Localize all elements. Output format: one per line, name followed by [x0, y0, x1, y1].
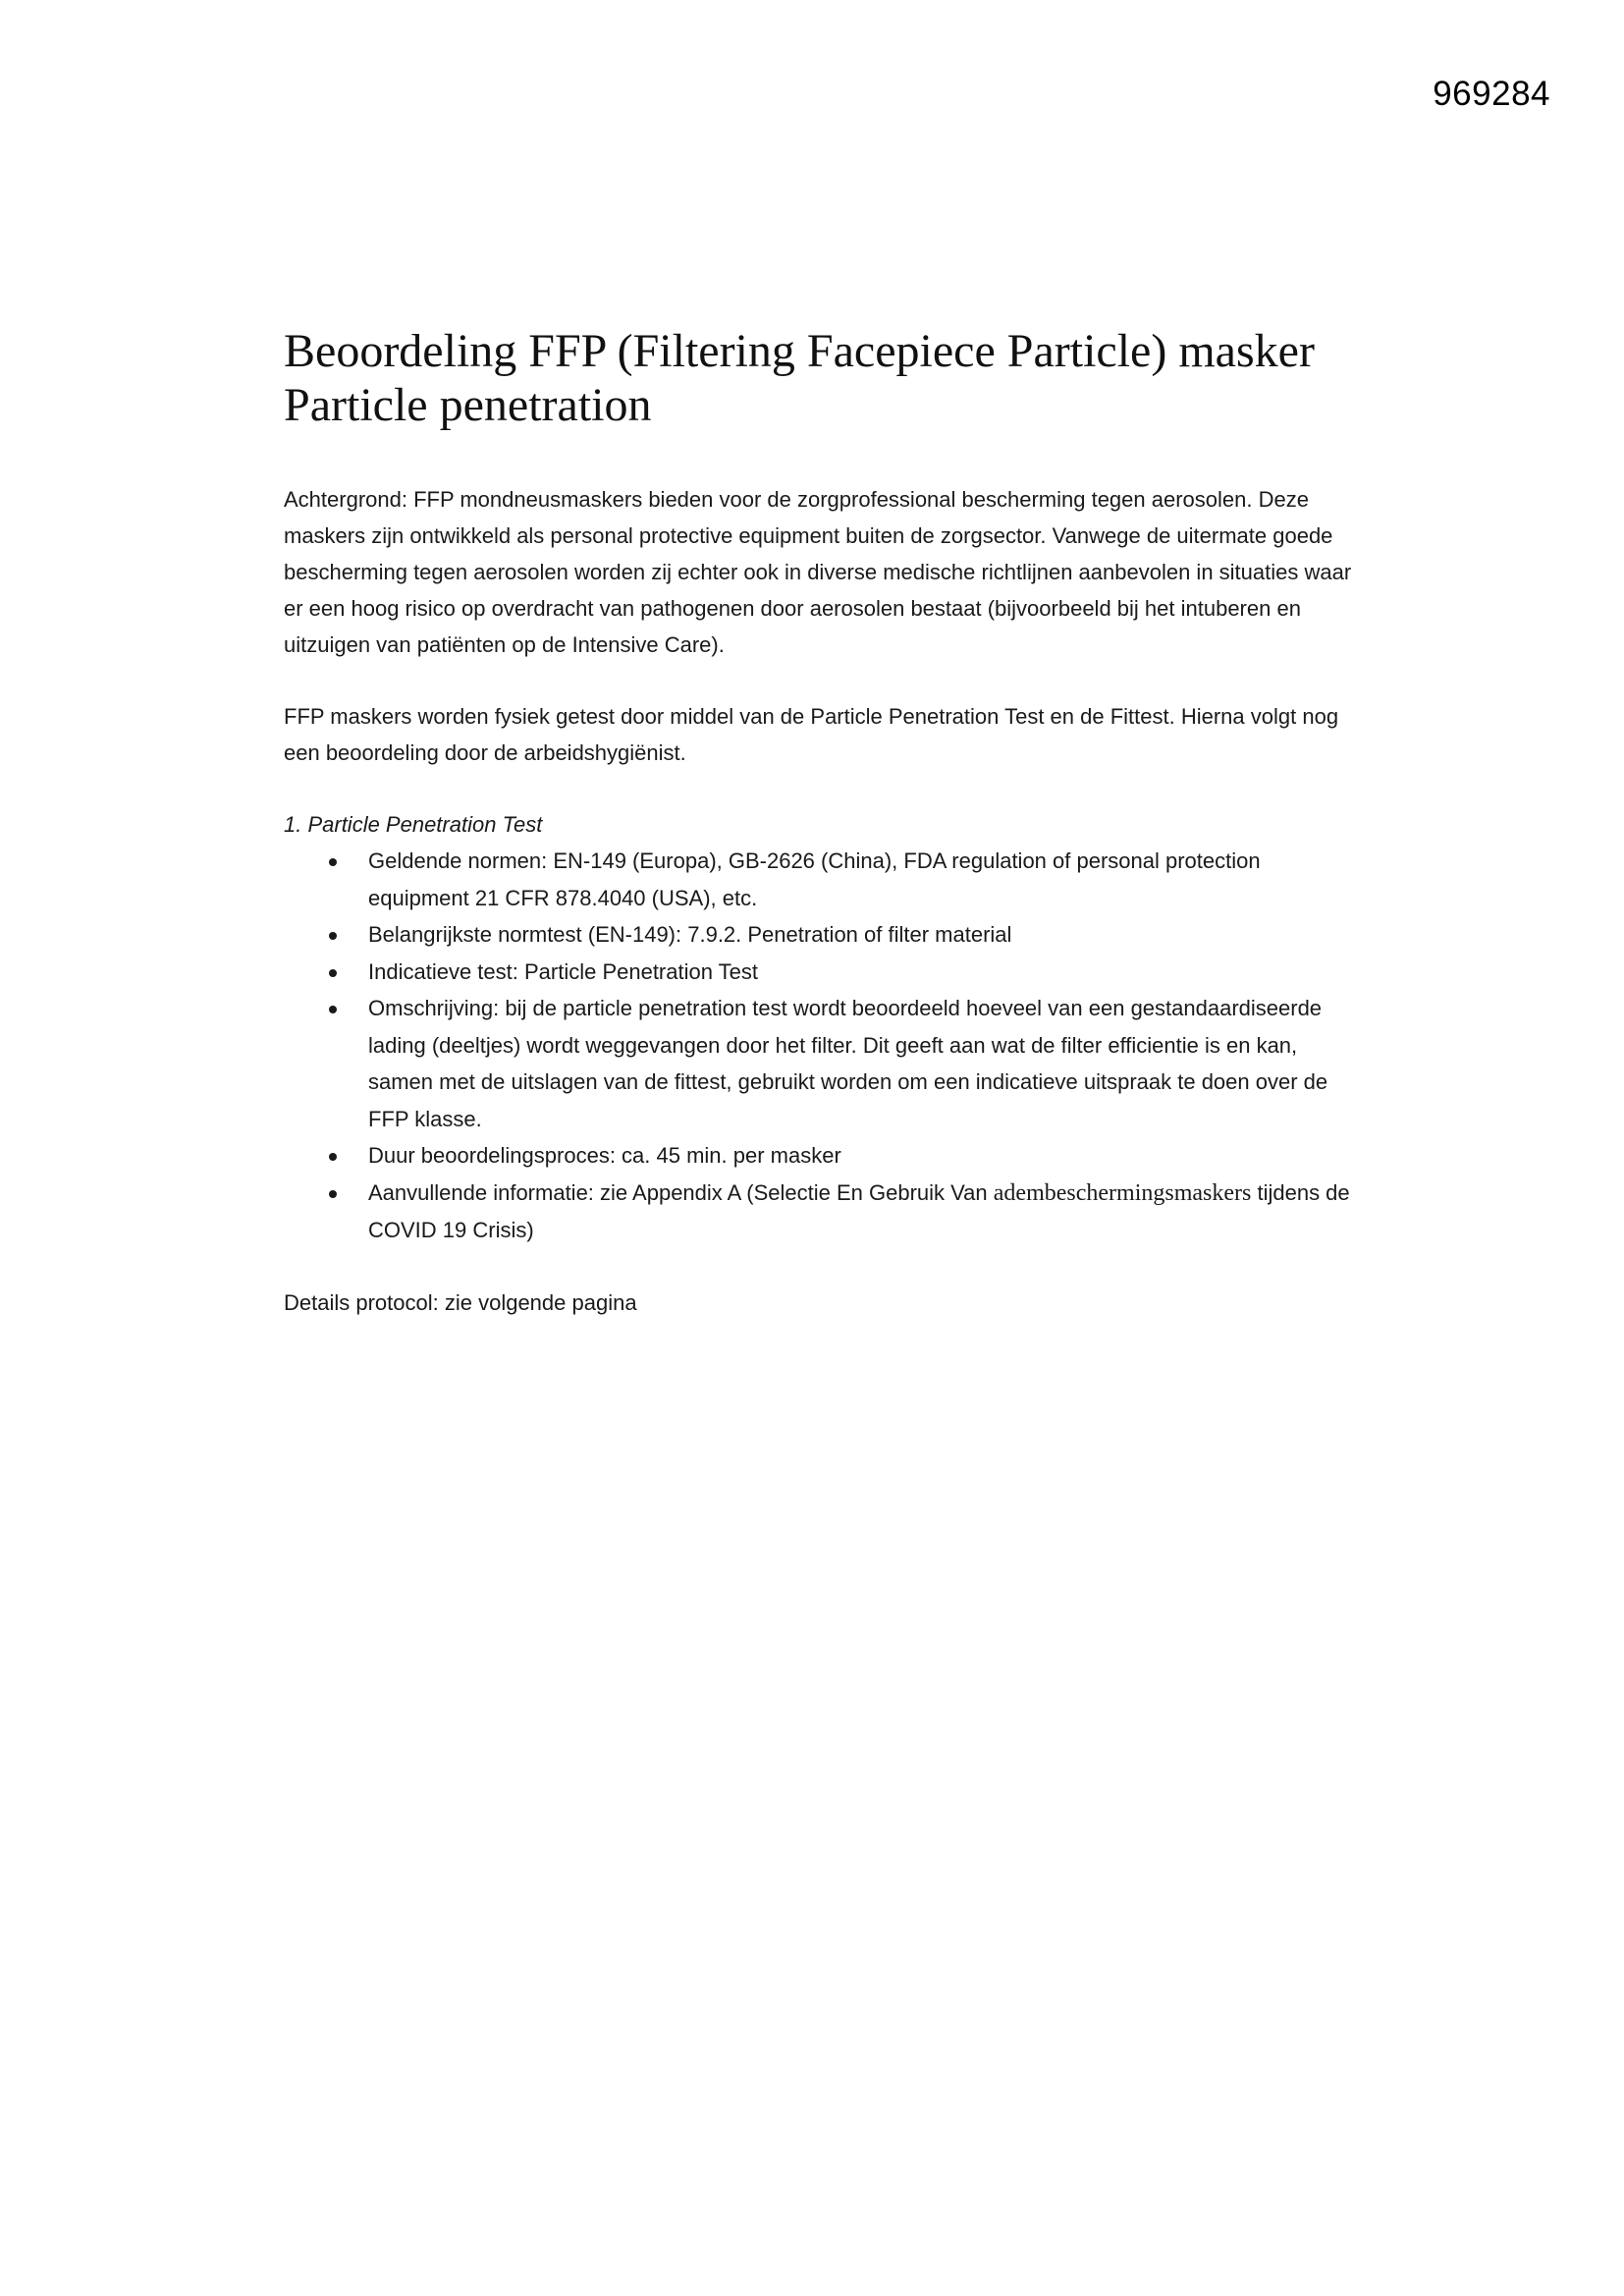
bullet-icon — [329, 858, 337, 866]
bullet-icon — [329, 969, 337, 977]
document-body — [284, 324, 1364, 1321]
title-line-2: Particle penetration — [284, 379, 652, 431]
bullet-list — [284, 843, 1364, 1249]
list-item-suffix: tijdens de COVID 19 Crisis) — [368, 1179, 1350, 1242]
list-item — [284, 990, 1364, 1137]
list-item-prefix: Aanvullende informatie: zie Appendix A (Selectie En Gebruik Van — [368, 1179, 994, 1205]
section-heading: 1. Particle Penetration Test — [284, 812, 543, 837]
title-line-1: Beoordeling FFP (Filtering Facepiece Particle) masker — [284, 325, 1315, 377]
list-item-text: Geldende normen: EN-149 (Europa), GB-2626 (China), FDA regulation of personal protection equipment 21 CFR 878.4040 (USA), etc. — [368, 848, 1261, 910]
list-item — [284, 916, 1364, 954]
document-id: 969284 — [1433, 75, 1550, 113]
bullet-icon — [329, 1190, 337, 1198]
list-item-serif-word: adembeschermingsmaskers — [993, 1179, 1252, 1206]
details-protocol-line: Details protocol: zie volgende pagina — [284, 1289, 637, 1315]
list-item — [284, 1137, 1364, 1175]
list-item-text: Belangrijkste normtest (EN-149): 7.9.2. Penetration of filter material — [368, 922, 1012, 947]
background-paragraph: Achtergrond: FFP mondneusmaskers bieden voor de zorgprofessional bescherming tegen aerosolen. Deze maskers zijn ontwikkeld als personal protective equipment buiten de zorgsector. Vanwege de uitermate goede bescherming tegen aerosolen worden zij echter ook in diverse medische richtlijnen aanbevolen in situaties waar er een hoog risico op overdracht van pathogenen door aerosolen bestaat (bijvoorbeeld bij het intuberen en uitzuigen van patiënten op de Intensive Care). — [284, 487, 1352, 657]
bullet-icon — [329, 932, 337, 940]
ffp-testing-paragraph: FFP maskers worden fysiek getest door middel van de Particle Penetration Test en de Fittest. Hierna volgt nog een beoordeling door de arbeidshygiënist. — [284, 704, 1339, 765]
bullet-icon — [329, 1006, 337, 1013]
list-item-text: Duur beoordelingsproces: ca. 45 min. per masker — [368, 1143, 841, 1168]
page-title — [284, 324, 1364, 432]
list-item — [284, 1175, 1364, 1249]
list-item — [284, 954, 1364, 991]
list-item-text: Omschrijving: bij de particle penetration test wordt beoordeeld hoeveel van een gestandaardiseerde lading (deeltjes) wordt weggevangen door het filter. Dit geeft aan wat de filter efficientie is en kan, samen met de uitslagen van de fittest, gebruikt worden om een indicatieve uitspraak te doen over de FFP klasse. — [368, 996, 1328, 1131]
bullet-icon — [329, 1153, 337, 1161]
list-item — [284, 843, 1364, 916]
list-item-text: Indicatieve test: Particle Penetration Test — [368, 958, 759, 984]
